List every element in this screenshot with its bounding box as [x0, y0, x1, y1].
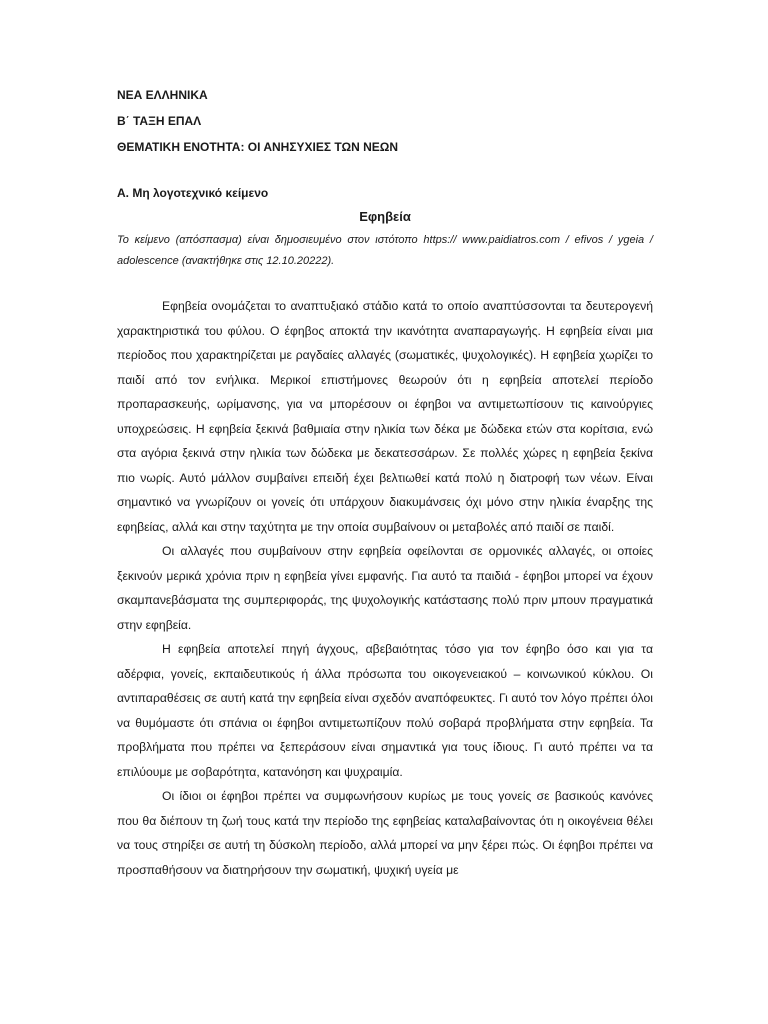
unit-heading: ΘΕΜΑΤΙΚΗ ΕΝΟΤΗΤΑ: ΟΙ ΑΝΗΣΥΧΙΕΣ ΤΩΝ ΝΕΩΝ [117, 140, 399, 154]
section-title: Α. Μη λογοτεχνικό κείμενο [117, 186, 269, 200]
paragraph-1: Εφηβεία ονομάζεται το αναπτυξιακό στάδιο κατά το οποίο αναπτύσσονται τα δευτερογενή χαρακτηριστικά του φύλου. Ο έφηβος αποκτά την ικανότητα αναπαραγωγής. Η εφηβεία είναι μια περίοδος που χαρακτηρίζεται με ραγδαίες αλλαγές (σωματικές, ψυχολογικές). Η εφηβεία χωρίζει το παιδί από τον ενήλικα. Μερικοί επιστήμονες θεωρούν ότι η εφηβεία αποτελεί περίοδο προπαρασκευής, ωρίμανσης, για να μπορέσουν οι έφηβοι να αντιμετωπίσουν τις καινούργιες υποχρεώσεις. Η εφηβεία ξεκινά βαθμιαία στην ηλικία των δέκα με δώδεκα ετών στα κορίτσια, ενώ στα αγόρια ξεκινά στην ηλικία των δώδεκα με δεκατεσσάρων. Σε πολλές χώρες η εφηβεία ξεκίνα πιο νωρίς. Αυτό μάλλον συμβαίνει επειδή έχει βελτιωθεί κατά πολύ η διατροφή των νέων. Είναι σημαντικό να γνωρίζουν οι γονείς ότι υπάρχουν διακυμάνσεις όχι μόνο στην ηλικία έναρξης της εφηβείας, αλλά και στην ταχύτητα με την οποία συμβαίνουν οι μεταβολές από παιδί σε παιδί. [117, 299, 653, 534]
paragraph-2: Οι αλλαγές που συμβαίνουν στην εφηβεία οφείλονται σε ορμονικές αλλαγές, οι οποίες ξεκινούν μερικά χρόνια πριν η εφηβεία γίνει εμφανής. Για αυτό τα παιδιά - έφηβοι μπορεί να έχουν σκαμπανεβάσματα της συμπεριφοράς, της ψυχολογικής κατάστασης πολύ πριν μπουν πραγματικά στην εφηβεία. [117, 544, 653, 632]
source-note: Το κείμενο (απόσπασμα) είναι δημοσιευμένο στον ιστότοπο https:// www.paidiatros.com / efivos / ygeia / adolescence (ανακτήθηκε στις 12.10.20222). [117, 234, 653, 267]
class-heading: Β΄ ΤΑΞΗ ΕΠΑΛ [117, 114, 202, 128]
paragraph-3: Η εφηβεία αποτελεί πηγή άγχους, αβεβαιότητας τόσο για τον έφηβο όσο και για τα αδέρφια, γονείς, εκπαιδευτικούς ή άλλα πρόσωπα του οικογενειακού – κοινωνικού κύκλου. Οι αντιπαραθέσεις σε αυτή κατά την εφηβεία είναι σχεδόν αναπόφευκτες. Γι αυτό τον λόγο πρέπει όλοι να θυμόμαστε ότι σπάνια οι έφηβοι αντιμετωπίζουν πολύ σοβαρά προβλήματα στην εφηβεία. Τα προβλήματα που πρέπει να ξεπεράσουν είναι σημαντικά για τους ίδιους. Γι αυτό πρέπει να τα επιλύουμε με σοβαρότητα, κατανόηση και ψυχραιμία. [117, 642, 653, 779]
spacer [117, 164, 653, 184]
document-page [117, 86, 653, 882]
article-title: Εφηβεία [359, 209, 411, 224]
paragraph-4: Οι ίδιοι οι έφηβοι πρέπει να συμφωνήσουν κυρίως με τους γονείς σε βασικούς κανόνες που θα διέπουν τη ζωή τους κατά την περίοδο της εφηβείας καταλαβαίνοντας ότι η οικογένεια θέλει να τους στηρίξει σε αυτή τη δύσκολη περίοδο, αλλά μπορεί να μην ξέρει πώς. Οι έφηβοι πρέπει να προσπαθήσουν να διατηρήσουν την σωματική, ψυχική υγεία με [117, 789, 653, 877]
subject-heading: ΝΕΑ ΕΛΛΗΝΙΚΑ [117, 88, 208, 102]
